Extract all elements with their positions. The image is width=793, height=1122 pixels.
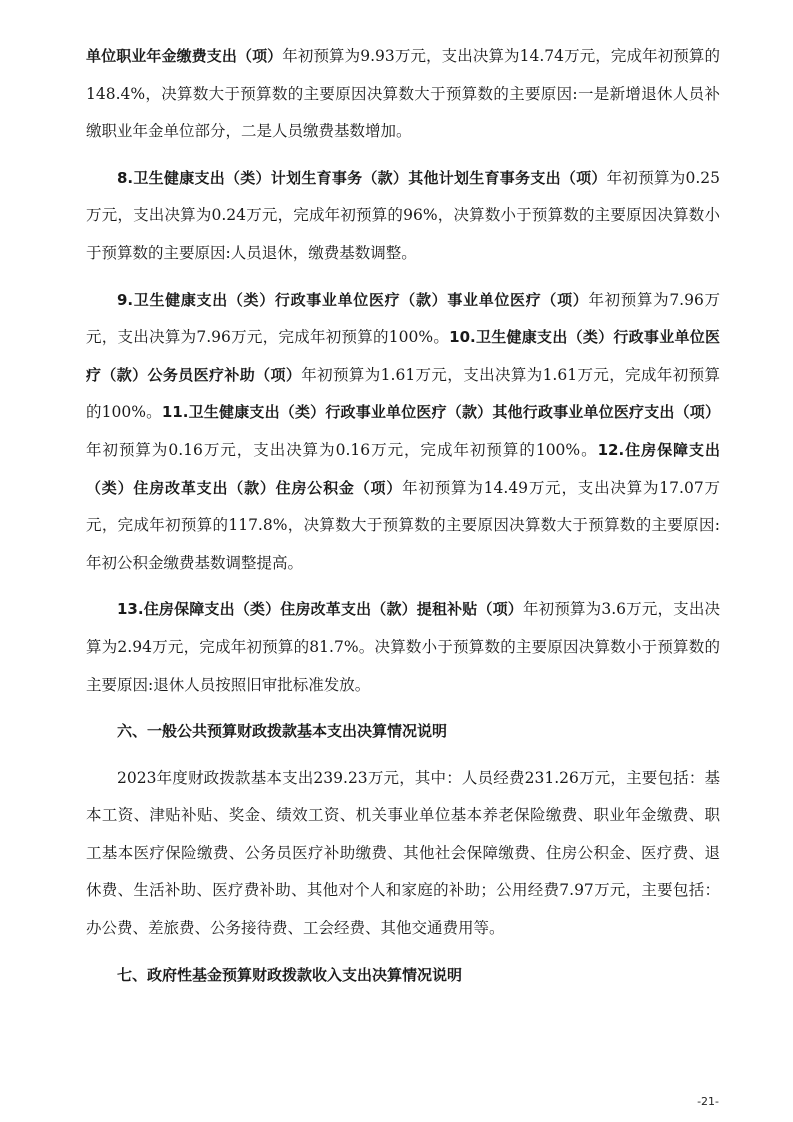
section-heading-text: 七、政府性基金预算财政拨款收入支出决算情况说明 [117,965,463,984]
paragraph-basic-expenditure: 2023年度财政拨款基本支出239.23万元，其中：人员经费231.26万元，主要包括：基本工资、津贴补贴、奖金、绩效工资、机关事业单位基本养老保险缴费、职业年金缴费、职工基本医疗保险缴费、公务员医疗补助缴费、其他社会保障缴费、住房公积金、医疗费、退休费、生活补助、医疗费补助、其他对个人和家庭的补助；公用经费7.97万元，主要包括：办公费、差旅费、公务接待费、工会经费、其他交通费用等。 [86,768,720,938]
paragraph-item-8 [86,160,720,273]
item-title: 13.住房保障支出（类）住房改革支出（款）提租补贴（项） [117,600,523,619]
item-text: 年初预算为14.49万元，支出决算为17.07万元，完成年初预算的117.8%，决算数大于预算数的主要原因决算数大于预算数的主要原因:年初公积金缴费基数调整提高。 [86,478,720,572]
page-number: -21- [697,1095,719,1108]
item-text: 年初预算为3.6万元，支出决算为2.94万元，完成年初预算的81.7%。决算数小于预算数的主要原因决算数小于预算数的主要原因:退休人员按照旧审批标准发放。 [86,600,720,694]
paragraph-pension-contribution [86,38,720,151]
item-title: 8.卫生健康支出（类）计划生育事务（款）其他计划生育事务支出（项） [117,168,607,187]
paragraph-items-9-12 [86,282,720,583]
document-body [86,38,720,1003]
item-title: 9.卫生健康支出（类）行政事业单位医疗（款）事业单位医疗（项） [117,290,589,309]
section-heading-6 [86,713,720,751]
item-text: 年初预算为0.25万元，支出决算为0.24万元，完成年初预算的96%，决算数小于预算数的主要原因决算数小于预算数的主要原因:人员退休，缴费基数调整。 [86,168,720,262]
item-text: 年初预算为9.93万元，支出决算为14.74万元，完成年初预算的148.4%，决算数大于预算数的主要原因决算数大于预算数的主要原因:一是新增退休人员补缴职业年金单位部分，二是人员缴费基数增加。 [86,47,720,141]
item-title: 10.卫生健康支出（类）行政事业单位医疗（款）公务员医疗补助（项） [86,328,720,384]
section-heading-text: 六、一般公共预算财政拨款基本支出决算情况说明 [117,722,448,741]
item-text: 年初预算为0.16万元，支出决算为0.16万元，完成年初预算的100%。 [86,440,598,459]
item-text: 年初预算为7.96万元，支出决算为7.96万元，完成年初预算的100%。 [86,290,721,347]
item-title: 12.住房保障支出（类）住房改革支出（款）住房公积金（项） [86,440,720,497]
item-text: 年初预算为1.61万元，支出决算为1.61万元，完成年初预算的100%。 [86,365,720,422]
paragraph-item-13 [86,591,720,704]
item-title: 单位职业年金缴费支出（项） [86,47,283,65]
item-title: 11.卫生健康支出（类）行政事业单位医疗（款）其他行政事业单位医疗支出（项） [161,403,720,422]
section-heading-7 [86,957,720,995]
